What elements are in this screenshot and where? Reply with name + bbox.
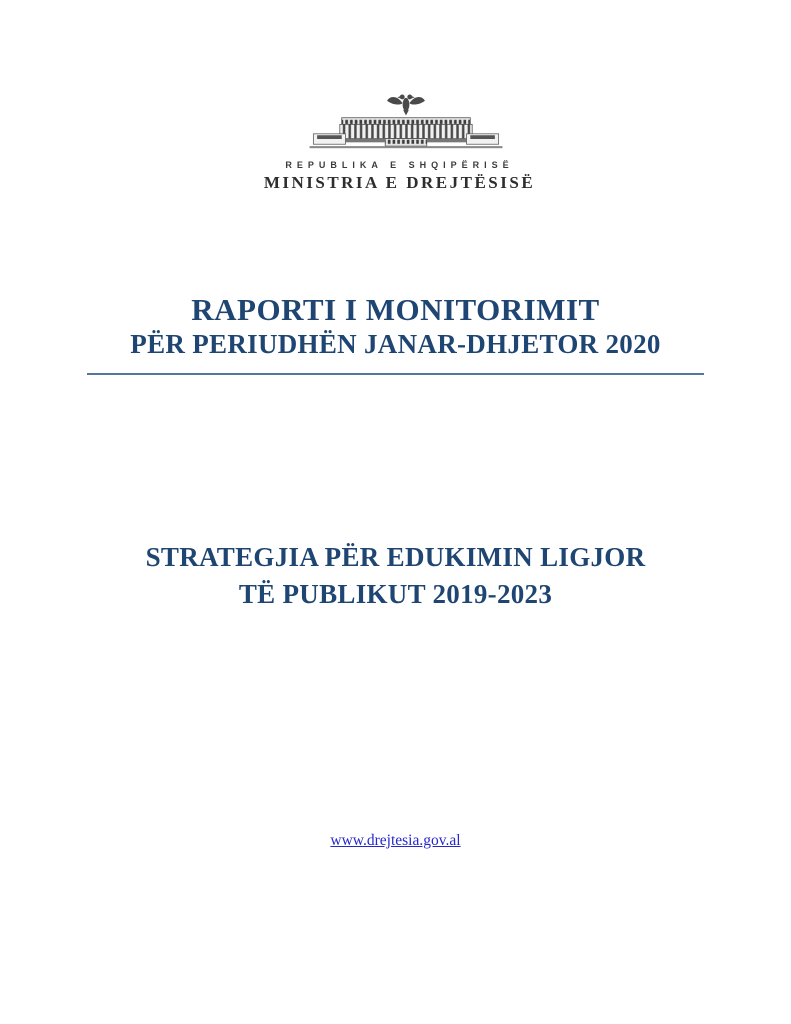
report-title-block xyxy=(87,292,704,375)
republic-name-label: REPUBLIKA E SHQIPËRISË xyxy=(285,160,514,170)
ministry-logo-block xyxy=(0,92,791,193)
strategy-subtitle-line1: STRATEGJIA PËR EDUKIMIN LIGJOR xyxy=(145,542,646,572)
website-link-block xyxy=(0,832,791,850)
ministry-name-label: MINISTRIA E DREJTËSISË xyxy=(263,173,536,192)
report-title-line1: RAPORTI I MONITORIMIT xyxy=(191,292,600,327)
ministry-emblem-icon xyxy=(302,92,510,152)
eagle-crest-icon xyxy=(387,94,425,115)
report-title-line2: PËR PERIUDHËN JANAR-DHJETOR 2020 xyxy=(130,329,661,359)
strategy-subtitle-line2: TË PUBLIKUT 2019-2023 xyxy=(238,579,553,609)
ministry-building-icon xyxy=(309,118,502,148)
ministry-website-link[interactable]: www.drejtesia.gov.al xyxy=(330,832,461,849)
strategy-subtitle-block xyxy=(0,539,791,613)
